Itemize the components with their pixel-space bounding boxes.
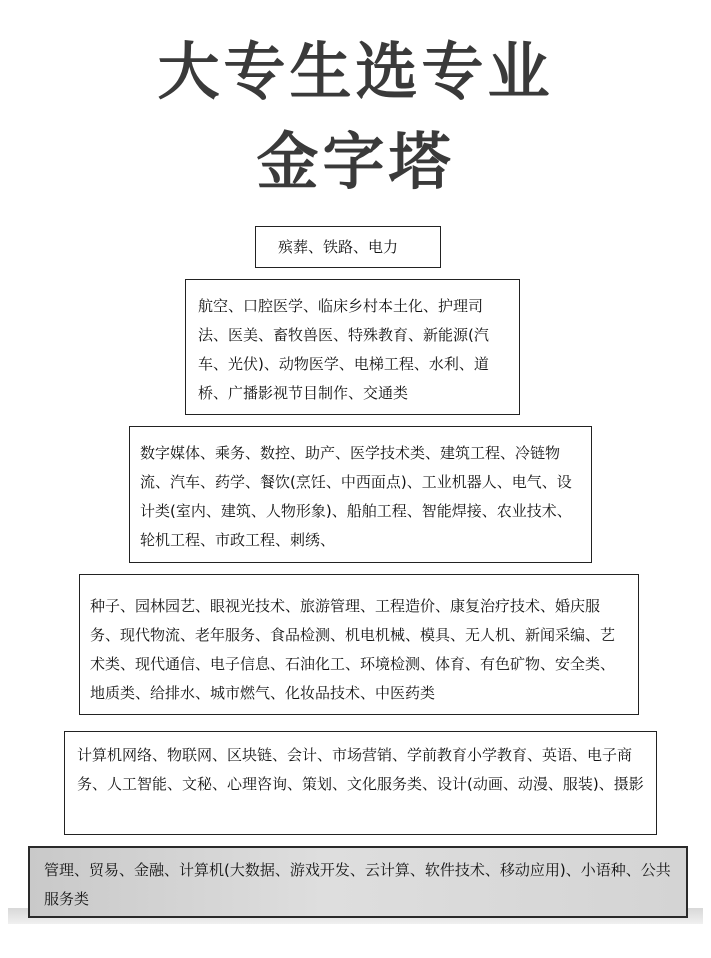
pyramid-tier-3 (129, 426, 592, 563)
tier-4-majors: 种子、园林园艺、眼视光技术、旅游管理、工程造价、康复治疗技术、婚庆服务、现代物流、老年服务、食品检测、机电机械、模具、无人机、新闻采编、艺术类、现代通信、电子信息、石油化工、环境检测、体育、有色矿物、安全类、地质类、给排水、城市燃气、化妆品技术、中医药类 (90, 597, 616, 702)
pyramid-tier-5 (64, 731, 657, 835)
tier-5-majors: 计算机网络、物联网、区块链、会计、市场营销、学前教育小学教育、英语、电子商务、人工智能、文秘、心理咨询、策划、文化服务类、设计(动画、动漫、服装)、摄影 (77, 746, 644, 793)
page-title-line-2: 金字塔 (256, 125, 455, 198)
pyramid-tier-2 (185, 279, 520, 415)
pyramid-tier-4 (79, 574, 639, 715)
page-title-line-1: 大专生选专业 (157, 35, 554, 108)
tier-1-majors: 殡葬、铁路、电力 (278, 238, 399, 256)
tier-3-majors: 数字媒体、乘务、数控、助产、医学技术类、建筑工程、冷链物流、汽车、药学、餐饮(烹饪、中西面点)、工业机器人、电气、设计类(室内、建筑、人物形象)、船舶工程、智能焊接、农业技术、轮机工程、市政工程、刺绣、 (140, 444, 572, 549)
pyramid-tier-6 (28, 846, 688, 918)
pyramid-tier-1 (255, 226, 441, 268)
tier-2-majors: 航空、口腔医学、临床乡村本土化、护理司法、医美、畜牧兽医、特殊教育、新能源(汽车、光伏)、动物医学、电梯工程、水利、道桥、广播影视节目制作、交通类 (198, 297, 489, 402)
tier-6-majors: 管理、贸易、金融、计算机(大数据、游戏开发、云计算、软件技术、移动应用)、小语种、公共服务类 (44, 861, 671, 908)
